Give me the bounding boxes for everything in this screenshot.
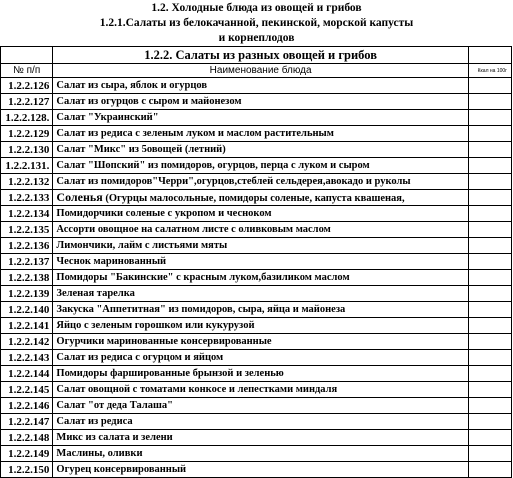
row-number-cell[interactable]: 1.2.2.150 bbox=[1, 462, 53, 478]
row-number-cell[interactable]: 1.2.2.131. bbox=[1, 158, 53, 174]
kcal-cell[interactable] bbox=[468, 206, 511, 222]
table-row bbox=[1, 110, 512, 126]
dish-name-cell[interactable]: Помидорчики соленые с укропом и чесноком bbox=[53, 206, 468, 222]
kcal-cell[interactable] bbox=[468, 286, 511, 302]
header-line-3: и корнеплодов bbox=[218, 32, 295, 44]
kcal-cell[interactable] bbox=[468, 302, 511, 318]
row-number-cell[interactable]: 1.2.2.132 bbox=[1, 174, 53, 190]
dish-name-cell[interactable]: Салат из редиса bbox=[53, 414, 468, 430]
kcal-cell[interactable] bbox=[468, 174, 511, 190]
table-row bbox=[1, 254, 512, 270]
dish-name-cell[interactable]: Салат из помидоров"Черри",огурцов,стеблей сельдерея,авокадо и руколы bbox=[53, 174, 468, 190]
kcal-cell[interactable] bbox=[468, 382, 511, 398]
dish-name-cell[interactable]: Салат из сыра, яблок и огурцов bbox=[53, 78, 468, 94]
row-number-cell[interactable]: 1.2.2.126 bbox=[1, 78, 53, 94]
row-number-cell[interactable]: 1.2.2.145 bbox=[1, 382, 53, 398]
kcal-cell[interactable] bbox=[468, 78, 511, 94]
row-number-cell[interactable]: 1.2.2.129 bbox=[1, 126, 53, 142]
table-row bbox=[1, 446, 512, 462]
row-number-cell[interactable]: 1.2.2.148 bbox=[1, 430, 53, 446]
section-title-row bbox=[1, 47, 512, 64]
column-header-num[interactable]: № п/п bbox=[1, 64, 53, 78]
kcal-cell[interactable] bbox=[468, 270, 511, 286]
kcal-cell[interactable] bbox=[468, 238, 511, 254]
table-row bbox=[1, 318, 512, 334]
row-number-cell[interactable]: 1.2.2.128. bbox=[1, 110, 53, 126]
dish-name-cell[interactable]: Чеснок маринованный bbox=[53, 254, 468, 270]
row-number-cell[interactable]: 1.2.2.140 bbox=[1, 302, 53, 318]
table-row bbox=[1, 366, 512, 382]
section-title[interactable]: 1.2.2. Салаты из разных овощей и грибов bbox=[53, 47, 468, 64]
menu-table bbox=[0, 46, 512, 478]
dish-name-cell[interactable]: Огурчики маринованные консервированные bbox=[53, 334, 468, 350]
table-row bbox=[1, 142, 512, 158]
table-row bbox=[1, 126, 512, 142]
row-number-cell[interactable]: 1.2.2.142 bbox=[1, 334, 53, 350]
row-number-cell[interactable]: 1.2.2.136 bbox=[1, 238, 53, 254]
table-row bbox=[1, 238, 512, 254]
table-row bbox=[1, 270, 512, 286]
dish-name-lead: Соленья bbox=[56, 190, 103, 204]
kcal-cell[interactable] bbox=[468, 94, 511, 110]
kcal-cell[interactable] bbox=[468, 190, 511, 206]
kcal-cell[interactable] bbox=[468, 462, 511, 478]
table-row bbox=[1, 190, 512, 206]
table-row bbox=[1, 430, 512, 446]
section-title-cell-empty[interactable] bbox=[1, 47, 53, 64]
row-number-cell[interactable]: 1.2.2.147 bbox=[1, 414, 53, 430]
table-row bbox=[1, 206, 512, 222]
row-number-cell[interactable]: 1.2.2.139 bbox=[1, 286, 53, 302]
dish-name-cell[interactable]: Огурец консервированный bbox=[53, 462, 468, 478]
dish-name-cell[interactable]: Салат из редиса с огурцом и яйцом bbox=[53, 350, 468, 366]
column-header-name[interactable]: Наименование блюда bbox=[53, 64, 468, 78]
kcal-cell[interactable] bbox=[468, 158, 511, 174]
header-line-2: 1.2.1.Салаты из белокачанной, пекинской, морской капусты bbox=[99, 17, 414, 29]
kcal-cell[interactable] bbox=[468, 430, 511, 446]
dish-name-cell[interactable]: Помидоры "Бакинские" с красным луком,базиликом маслом bbox=[53, 270, 468, 286]
dish-name-cell[interactable]: Салат из огурцов с сыром и майонезом bbox=[53, 94, 468, 110]
kcal-cell[interactable] bbox=[468, 318, 511, 334]
dish-name-rest: (Огурцы малосольные, помидоры соленые, капуста квашеная, bbox=[102, 193, 405, 204]
row-number-cell[interactable]: 1.2.2.138 bbox=[1, 270, 53, 286]
table-row bbox=[1, 302, 512, 318]
column-header-kcal[interactable]: Ккал на 100г bbox=[468, 64, 511, 78]
table-row bbox=[1, 334, 512, 350]
row-number-cell[interactable]: 1.2.2.133 bbox=[1, 190, 53, 206]
dish-name-cell[interactable]: Салат "от деда Талаша" bbox=[53, 398, 468, 414]
row-number-cell[interactable]: 1.2.2.144 bbox=[1, 366, 53, 382]
kcal-cell[interactable] bbox=[468, 446, 511, 462]
table-row bbox=[1, 158, 512, 174]
dish-name-cell[interactable]: Яйцо с зеленым горошком или кукурузой bbox=[53, 318, 468, 334]
kcal-cell[interactable] bbox=[468, 126, 511, 142]
dish-name-cell[interactable]: Ассорти овощное на салатном листе с оливковым маслом bbox=[53, 222, 468, 238]
table-row bbox=[1, 222, 512, 238]
table-row bbox=[1, 414, 512, 430]
table-row bbox=[1, 350, 512, 366]
dish-name-cell[interactable]: Салат из редиса с зеленым луком и маслом растительным bbox=[53, 126, 468, 142]
dish-name-cell[interactable]: Салат "Шопский" из помидоров, огурцов, перца с луком и сыром bbox=[53, 158, 468, 174]
row-number-cell[interactable]: 1.2.2.143 bbox=[1, 350, 53, 366]
table-row bbox=[1, 94, 512, 110]
kcal-cell[interactable] bbox=[468, 110, 511, 126]
table-row bbox=[1, 382, 512, 398]
column-header-row bbox=[1, 64, 512, 78]
dish-name-cell[interactable]: Салат овощной с томатами конкосе и лепестками миндаля bbox=[53, 382, 468, 398]
kcal-cell[interactable] bbox=[468, 398, 511, 414]
kcal-cell[interactable] bbox=[468, 334, 511, 350]
kcal-cell[interactable] bbox=[468, 414, 511, 430]
row-number-cell[interactable]: 1.2.2.149 bbox=[1, 446, 53, 462]
dish-name-cell[interactable]: Закуска "Аппетитная" из помидоров, сыра, яйца и майонеза bbox=[53, 302, 468, 318]
kcal-cell[interactable] bbox=[468, 222, 511, 238]
row-number-cell[interactable]: 1.2.2.134 bbox=[1, 206, 53, 222]
table-row bbox=[1, 462, 512, 478]
row-number-cell[interactable]: 1.2.2.130 bbox=[1, 142, 53, 158]
dish-name-cell[interactable] bbox=[53, 190, 468, 206]
row-number-cell[interactable]: 1.2.2.146 bbox=[1, 398, 53, 414]
dish-name-cell[interactable]: Салат "Украинский" bbox=[53, 110, 468, 126]
dish-name-cell[interactable]: Микс из салата и зелени bbox=[53, 430, 468, 446]
kcal-cell[interactable] bbox=[468, 142, 511, 158]
table-row bbox=[1, 398, 512, 414]
row-number-cell[interactable]: 1.2.2.141 bbox=[1, 318, 53, 334]
dish-name-cell[interactable]: Салат "Микс" из 5овощей (летний) bbox=[53, 142, 468, 158]
dish-name-cell[interactable]: Маслины, оливки bbox=[53, 446, 468, 462]
table-row bbox=[1, 174, 512, 190]
kcal-cell[interactable] bbox=[468, 350, 511, 366]
dish-name-cell[interactable]: Лимончики, лайм с листьями мяты bbox=[53, 238, 468, 254]
row-number-cell[interactable]: 1.2.2.137 bbox=[1, 254, 53, 270]
table-row bbox=[1, 78, 512, 94]
row-number-cell[interactable]: 1.2.2.127 bbox=[1, 94, 53, 110]
kcal-cell[interactable] bbox=[468, 254, 511, 270]
header-line-1: 1.2. Холодные блюда из овощей и грибов bbox=[151, 2, 362, 14]
dish-name-cell[interactable]: Зеленая тарелка bbox=[53, 286, 468, 302]
kcal-cell[interactable] bbox=[468, 366, 511, 382]
row-number-cell[interactable]: 1.2.2.135 bbox=[1, 222, 53, 238]
section-title-cell-empty[interactable] bbox=[468, 47, 511, 64]
table-row bbox=[1, 286, 512, 302]
dish-name-cell[interactable]: Помидоры фаршированные брынзой и зеленью bbox=[53, 366, 468, 382]
